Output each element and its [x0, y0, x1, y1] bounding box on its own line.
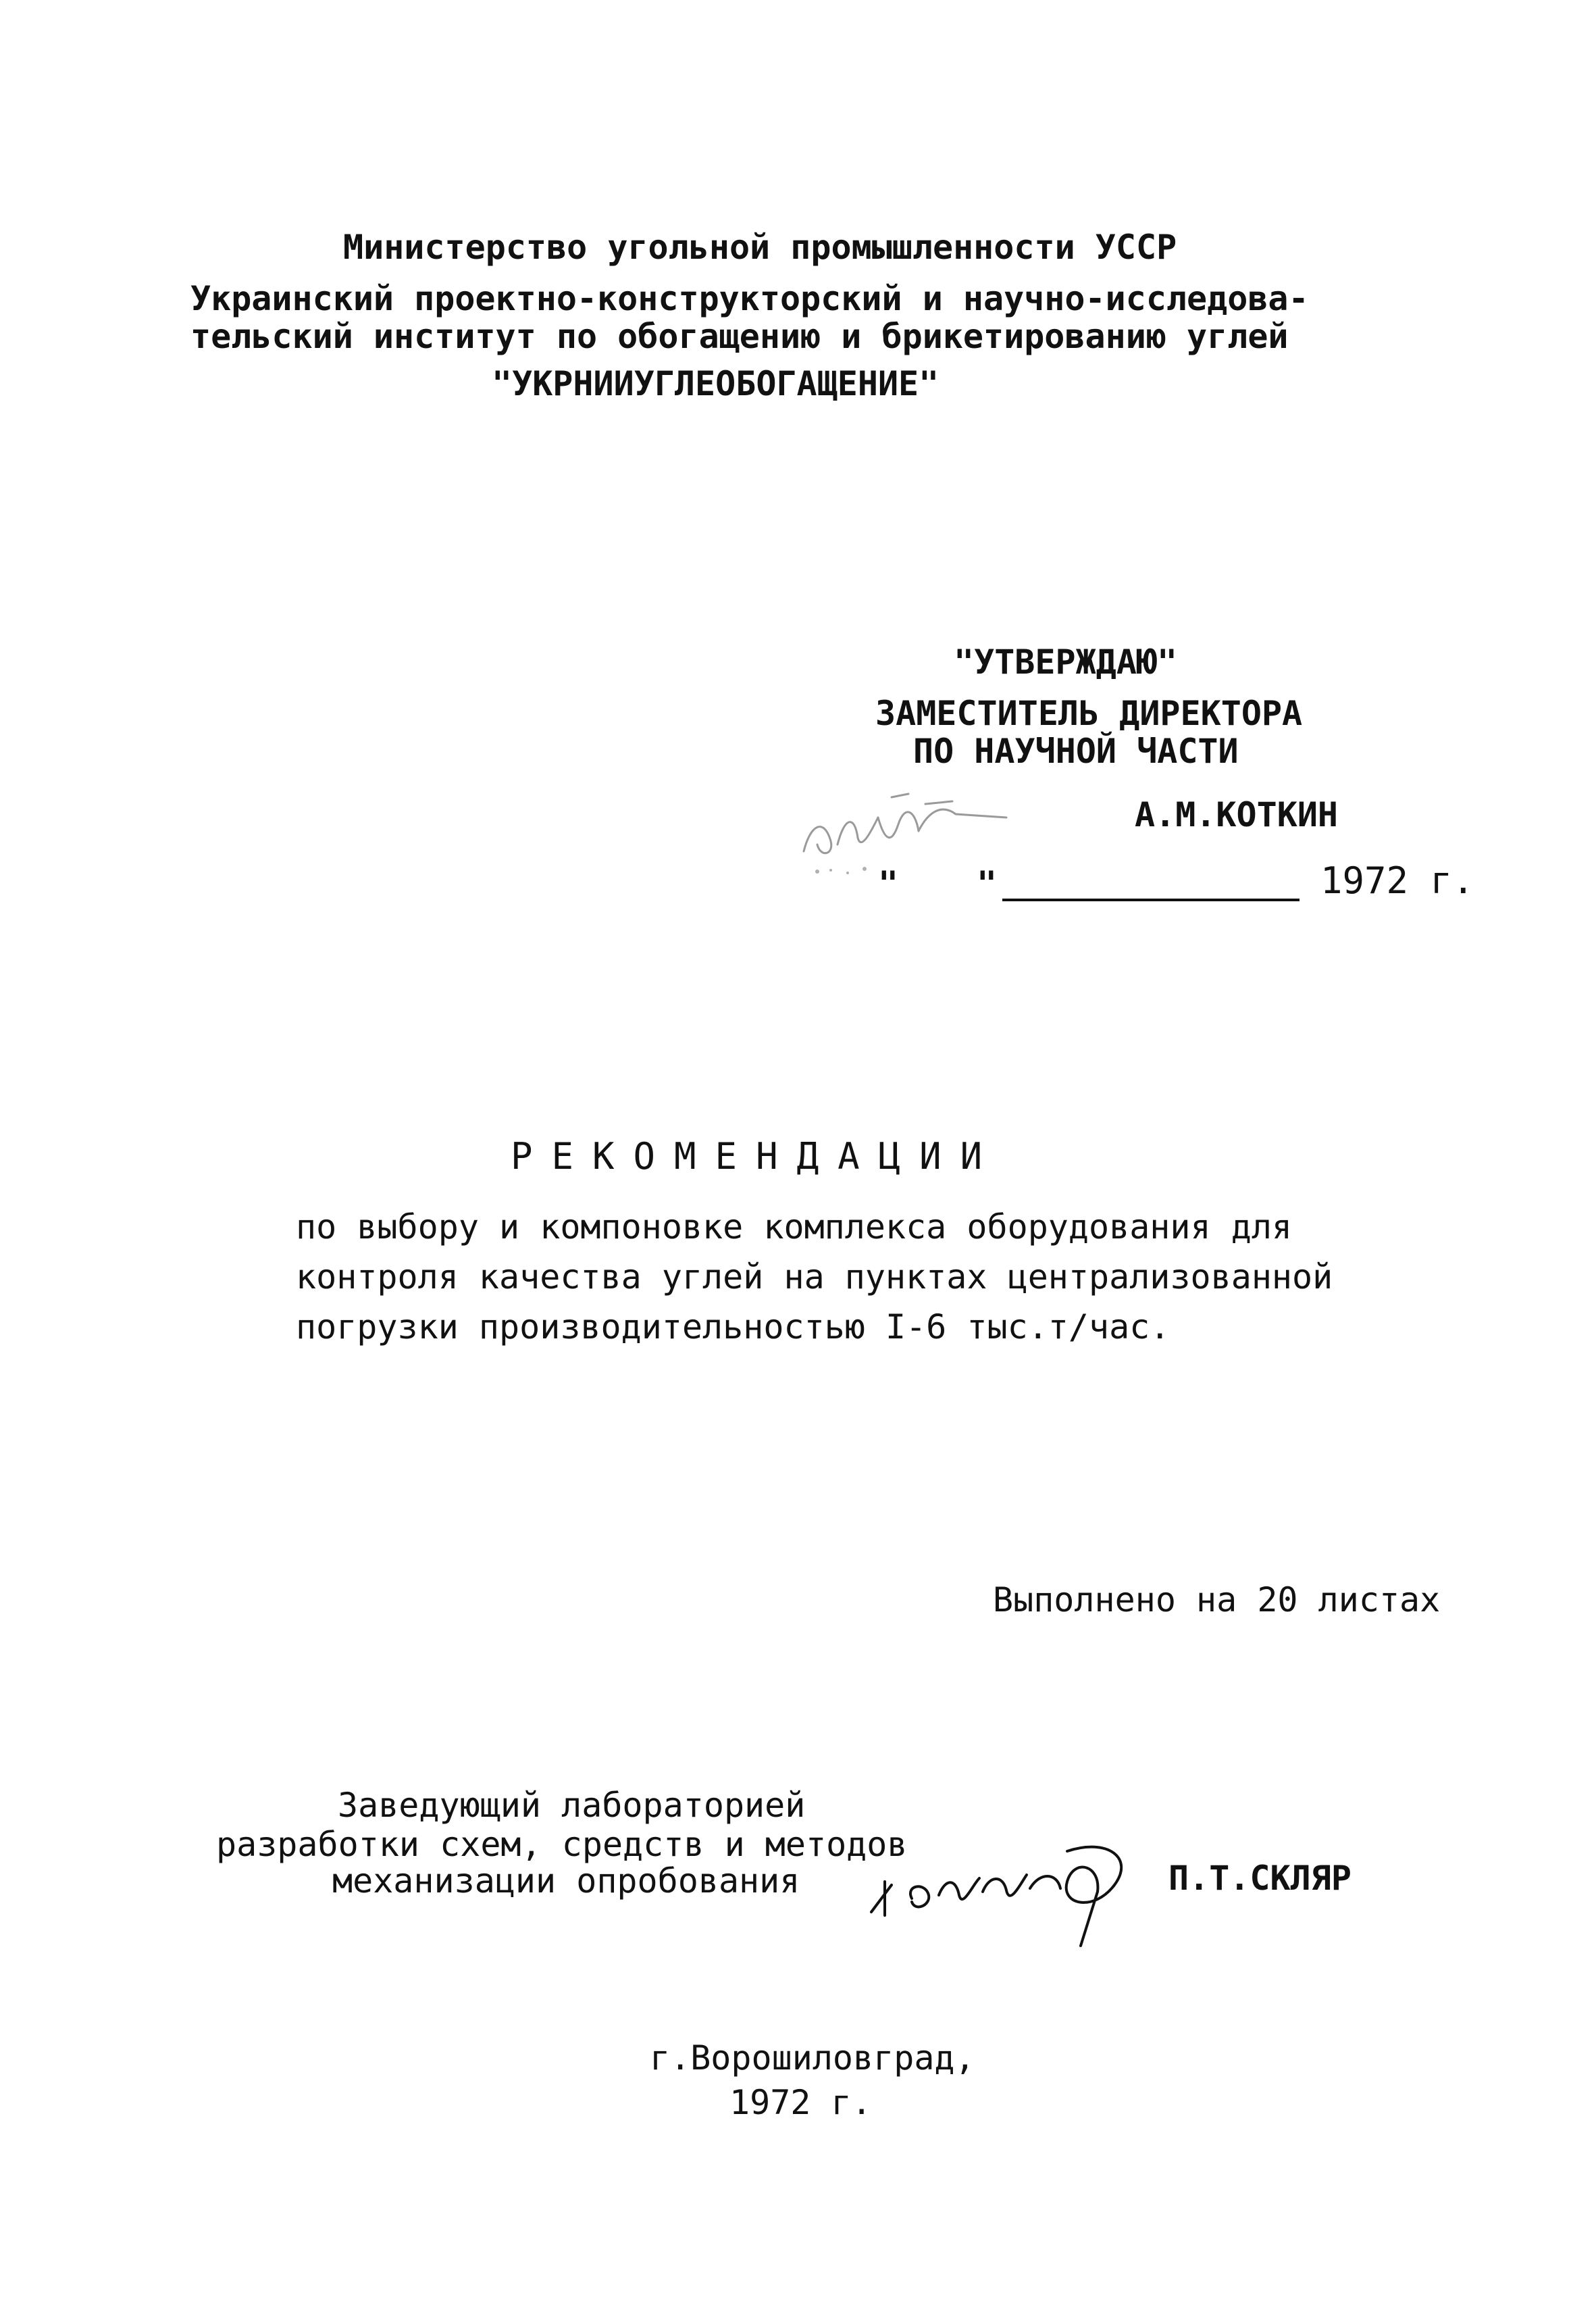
city-name: г.Ворошиловград, — [650, 2038, 975, 2078]
document-title: РЕКОМЕНДАЦИИ — [511, 1135, 1002, 1178]
lab-head-position-line-1: Заведующий лабораторией — [338, 1786, 806, 1825]
date-blank-line — [1002, 899, 1299, 901]
institute-short-name: "УКРНИИУГЛЕОБОГАЩЕНИЕ" — [492, 364, 939, 403]
institute-name-line-2: тельский институт по обогащению и брикетированию углей — [190, 317, 1289, 356]
ministry-name: Министерство угольной промышленности УССР — [343, 228, 1177, 267]
date-quote-open: " — [878, 864, 899, 903]
document-subtitle-line-3: погрузки производительностью I-6 тыс.т/час. — [296, 1307, 1170, 1347]
lab-head-position-line-2: разработки схем, средств и методов — [216, 1825, 908, 1864]
date-quote-close: " — [977, 864, 998, 903]
approval-year: 1972 г. — [1320, 859, 1474, 902]
sheet-count-note: Выполнено на 20 листах — [993, 1580, 1441, 1619]
approver-position-line-1: ЗАМЕСТИТЕЛЬ ДИРЕКТОРА — [875, 694, 1303, 733]
lab-head-signature — [865, 1811, 1162, 1959]
approver-position-line-2: ПО НАУЧНОЙ ЧАСТИ — [913, 732, 1239, 771]
approval-heading: "УТВЕРЖДАЮ" — [954, 643, 1178, 682]
lab-head-position-line-3: механизации опробования — [332, 1861, 800, 1901]
approver-name: А.М.КОТКИН — [1135, 795, 1339, 834]
lab-head-name: П.Т.СКЛЯР — [1168, 1859, 1352, 1898]
document-subtitle-line-2: контроля качества углей на пунктах централизованной — [296, 1257, 1333, 1297]
document-subtitle-line-1: по выбору и компоновке комплекса оборудования для — [296, 1207, 1293, 1247]
institute-name-line-1: Украинский проектно-конструкторский и научно-исследова- — [190, 279, 1309, 318]
publication-year: 1972 г. — [729, 2083, 872, 2122]
